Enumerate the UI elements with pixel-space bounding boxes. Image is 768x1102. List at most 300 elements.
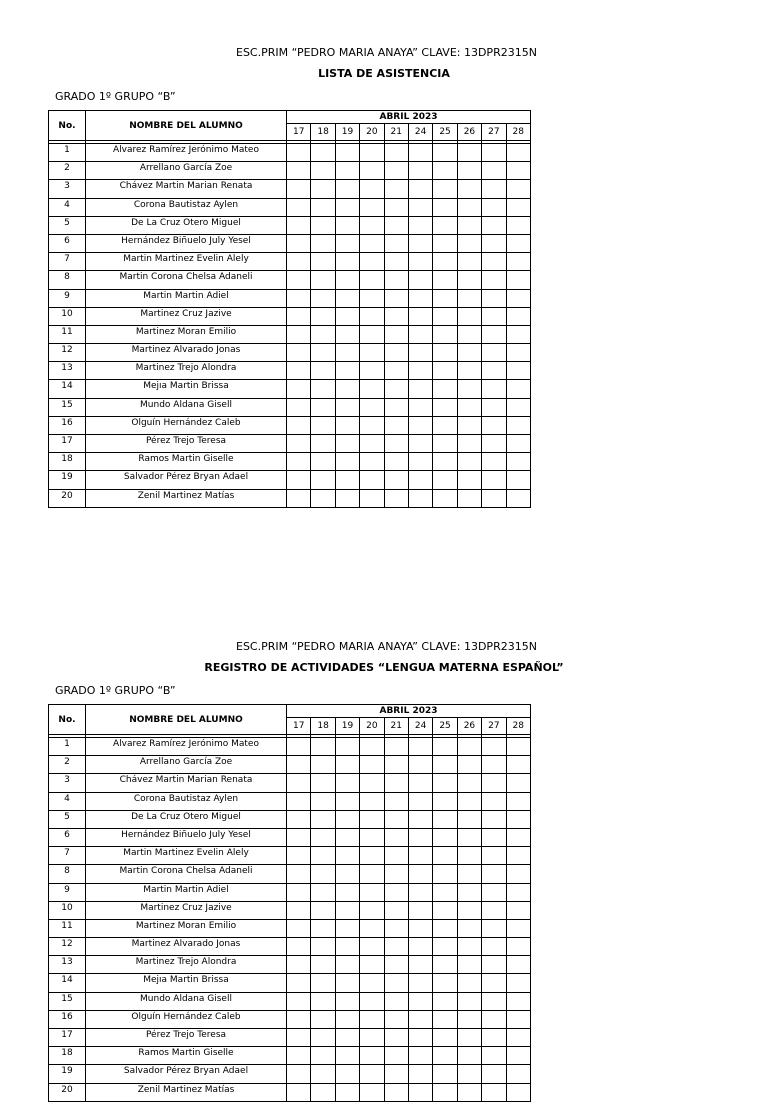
attendance-cell[interactable]: [506, 271, 530, 289]
attendance-cell[interactable]: [482, 1029, 506, 1047]
attendance-cell[interactable]: [287, 1029, 311, 1047]
attendance-cell[interactable]: [408, 289, 432, 307]
attendance-cell[interactable]: [408, 234, 432, 252]
attendance-cell[interactable]: [482, 974, 506, 992]
attendance-cell[interactable]: [384, 471, 408, 489]
attendance-cell[interactable]: [408, 865, 432, 883]
attendance-cell[interactable]: [433, 956, 457, 974]
attendance-cell[interactable]: [360, 234, 384, 252]
attendance-cell[interactable]: [506, 435, 530, 453]
attendance-cell[interactable]: [287, 1083, 311, 1101]
attendance-cell[interactable]: [360, 938, 384, 956]
attendance-cell[interactable]: [482, 162, 506, 180]
attendance-cell[interactable]: [433, 938, 457, 956]
attendance-cell[interactable]: [384, 435, 408, 453]
attendance-cell[interactable]: [506, 198, 530, 216]
attendance-cell[interactable]: [506, 974, 530, 992]
attendance-cell[interactable]: [287, 792, 311, 810]
attendance-cell[interactable]: [360, 180, 384, 198]
attendance-cell[interactable]: [360, 198, 384, 216]
attendance-cell[interactable]: [287, 883, 311, 901]
attendance-cell[interactable]: [335, 847, 359, 865]
attendance-cell[interactable]: [311, 1047, 335, 1065]
attendance-cell[interactable]: [408, 956, 432, 974]
attendance-cell[interactable]: [384, 756, 408, 774]
attendance-cell[interactable]: [506, 144, 530, 162]
attendance-cell[interactable]: [457, 1065, 481, 1083]
attendance-cell[interactable]: [408, 938, 432, 956]
attendance-cell[interactable]: [384, 198, 408, 216]
attendance-cell[interactable]: [408, 453, 432, 471]
attendance-cell[interactable]: [384, 1029, 408, 1047]
attendance-cell[interactable]: [433, 847, 457, 865]
attendance-cell[interactable]: [384, 774, 408, 792]
attendance-cell[interactable]: [287, 992, 311, 1010]
attendance-cell[interactable]: [311, 435, 335, 453]
attendance-cell[interactable]: [360, 756, 384, 774]
attendance-cell[interactable]: [433, 325, 457, 343]
attendance-cell[interactable]: [506, 489, 530, 507]
attendance-cell[interactable]: [360, 416, 384, 434]
attendance-cell[interactable]: [482, 792, 506, 810]
attendance-cell[interactable]: [335, 180, 359, 198]
attendance-cell[interactable]: [384, 828, 408, 846]
attendance-cell[interactable]: [482, 325, 506, 343]
attendance-cell[interactable]: [457, 180, 481, 198]
attendance-cell[interactable]: [408, 1065, 432, 1083]
attendance-cell[interactable]: [384, 1065, 408, 1083]
attendance-cell[interactable]: [287, 828, 311, 846]
attendance-cell[interactable]: [506, 847, 530, 865]
attendance-cell[interactable]: [506, 1047, 530, 1065]
attendance-cell[interactable]: [384, 883, 408, 901]
attendance-cell[interactable]: [506, 938, 530, 956]
attendance-cell[interactable]: [408, 1029, 432, 1047]
attendance-cell[interactable]: [335, 362, 359, 380]
attendance-cell[interactable]: [408, 471, 432, 489]
attendance-cell[interactable]: [311, 901, 335, 919]
attendance-cell[interactable]: [335, 974, 359, 992]
attendance-cell[interactable]: [457, 919, 481, 937]
attendance-cell[interactable]: [360, 307, 384, 325]
attendance-cell[interactable]: [506, 828, 530, 846]
attendance-cell[interactable]: [287, 919, 311, 937]
attendance-cell[interactable]: [311, 180, 335, 198]
attendance-cell[interactable]: [311, 362, 335, 380]
attendance-cell[interactable]: [482, 810, 506, 828]
attendance-cell[interactable]: [457, 756, 481, 774]
attendance-cell[interactable]: [433, 180, 457, 198]
attendance-cell[interactable]: [457, 792, 481, 810]
attendance-cell[interactable]: [287, 398, 311, 416]
attendance-cell[interactable]: [457, 162, 481, 180]
attendance-cell[interactable]: [433, 398, 457, 416]
attendance-cell[interactable]: [287, 1047, 311, 1065]
attendance-cell[interactable]: [408, 738, 432, 756]
attendance-cell[interactable]: [384, 398, 408, 416]
attendance-cell[interactable]: [335, 489, 359, 507]
attendance-cell[interactable]: [287, 938, 311, 956]
attendance-cell[interactable]: [360, 828, 384, 846]
attendance-cell[interactable]: [360, 792, 384, 810]
attendance-cell[interactable]: [311, 865, 335, 883]
attendance-cell[interactable]: [311, 271, 335, 289]
attendance-cell[interactable]: [384, 1047, 408, 1065]
attendance-cell[interactable]: [335, 956, 359, 974]
attendance-cell[interactable]: [287, 756, 311, 774]
attendance-cell[interactable]: [433, 919, 457, 937]
attendance-cell[interactable]: [384, 919, 408, 937]
attendance-cell[interactable]: [384, 216, 408, 234]
attendance-cell[interactable]: [360, 865, 384, 883]
attendance-cell[interactable]: [360, 216, 384, 234]
attendance-cell[interactable]: [335, 380, 359, 398]
attendance-cell[interactable]: [457, 253, 481, 271]
attendance-cell[interactable]: [408, 1010, 432, 1028]
attendance-cell[interactable]: [482, 453, 506, 471]
attendance-cell[interactable]: [482, 756, 506, 774]
attendance-cell[interactable]: [457, 471, 481, 489]
attendance-cell[interactable]: [433, 1047, 457, 1065]
attendance-cell[interactable]: [384, 992, 408, 1010]
attendance-cell[interactable]: [311, 1065, 335, 1083]
attendance-cell[interactable]: [311, 974, 335, 992]
attendance-cell[interactable]: [360, 738, 384, 756]
attendance-cell[interactable]: [287, 344, 311, 362]
attendance-cell[interactable]: [360, 325, 384, 343]
attendance-cell[interactable]: [482, 253, 506, 271]
attendance-cell[interactable]: [287, 289, 311, 307]
attendance-cell[interactable]: [457, 398, 481, 416]
attendance-cell[interactable]: [433, 974, 457, 992]
attendance-cell[interactable]: [433, 1029, 457, 1047]
attendance-cell[interactable]: [384, 489, 408, 507]
attendance-cell[interactable]: [311, 956, 335, 974]
attendance-cell[interactable]: [287, 416, 311, 434]
attendance-cell[interactable]: [408, 271, 432, 289]
attendance-cell[interactable]: [335, 883, 359, 901]
attendance-cell[interactable]: [482, 1010, 506, 1028]
attendance-cell[interactable]: [335, 471, 359, 489]
attendance-cell[interactable]: [360, 144, 384, 162]
attendance-cell[interactable]: [482, 828, 506, 846]
attendance-cell[interactable]: [482, 362, 506, 380]
attendance-cell[interactable]: [506, 380, 530, 398]
attendance-cell[interactable]: [482, 883, 506, 901]
attendance-cell[interactable]: [506, 344, 530, 362]
attendance-cell[interactable]: [311, 847, 335, 865]
attendance-cell[interactable]: [335, 234, 359, 252]
attendance-cell[interactable]: [506, 919, 530, 937]
attendance-cell[interactable]: [384, 1010, 408, 1028]
attendance-cell[interactable]: [360, 453, 384, 471]
attendance-cell[interactable]: [482, 234, 506, 252]
attendance-cell[interactable]: [335, 774, 359, 792]
attendance-cell[interactable]: [506, 416, 530, 434]
attendance-cell[interactable]: [408, 162, 432, 180]
attendance-cell[interactable]: [506, 738, 530, 756]
attendance-cell[interactable]: [287, 489, 311, 507]
attendance-cell[interactable]: [482, 956, 506, 974]
attendance-cell[interactable]: [360, 471, 384, 489]
attendance-cell[interactable]: [360, 380, 384, 398]
attendance-cell[interactable]: [335, 756, 359, 774]
attendance-cell[interactable]: [457, 956, 481, 974]
attendance-cell[interactable]: [335, 162, 359, 180]
attendance-cell[interactable]: [287, 453, 311, 471]
attendance-cell[interactable]: [360, 919, 384, 937]
attendance-cell[interactable]: [384, 865, 408, 883]
attendance-cell[interactable]: [335, 198, 359, 216]
attendance-cell[interactable]: [287, 198, 311, 216]
attendance-cell[interactable]: [482, 307, 506, 325]
attendance-cell[interactable]: [506, 216, 530, 234]
attendance-cell[interactable]: [457, 489, 481, 507]
attendance-cell[interactable]: [408, 344, 432, 362]
attendance-cell[interactable]: [335, 738, 359, 756]
attendance-cell[interactable]: [311, 883, 335, 901]
attendance-cell[interactable]: [433, 253, 457, 271]
attendance-cell[interactable]: [506, 362, 530, 380]
attendance-cell[interactable]: [433, 901, 457, 919]
attendance-cell[interactable]: [335, 325, 359, 343]
attendance-cell[interactable]: [360, 271, 384, 289]
attendance-cell[interactable]: [433, 416, 457, 434]
attendance-cell[interactable]: [408, 307, 432, 325]
attendance-cell[interactable]: [457, 289, 481, 307]
attendance-cell[interactable]: [360, 362, 384, 380]
attendance-cell[interactable]: [311, 144, 335, 162]
attendance-cell[interactable]: [457, 198, 481, 216]
attendance-cell[interactable]: [335, 810, 359, 828]
attendance-cell[interactable]: [287, 738, 311, 756]
attendance-cell[interactable]: [287, 180, 311, 198]
attendance-cell[interactable]: [433, 1010, 457, 1028]
attendance-cell[interactable]: [311, 489, 335, 507]
attendance-cell[interactable]: [384, 162, 408, 180]
attendance-cell[interactable]: [335, 453, 359, 471]
attendance-cell[interactable]: [506, 1083, 530, 1101]
attendance-cell[interactable]: [311, 253, 335, 271]
attendance-cell[interactable]: [408, 380, 432, 398]
attendance-cell[interactable]: [384, 956, 408, 974]
attendance-cell[interactable]: [384, 362, 408, 380]
attendance-cell[interactable]: [433, 198, 457, 216]
attendance-cell[interactable]: [384, 289, 408, 307]
attendance-cell[interactable]: [433, 435, 457, 453]
attendance-cell[interactable]: [408, 362, 432, 380]
attendance-cell[interactable]: [360, 847, 384, 865]
attendance-cell[interactable]: [506, 1010, 530, 1028]
attendance-cell[interactable]: [335, 144, 359, 162]
attendance-cell[interactable]: [311, 216, 335, 234]
attendance-cell[interactable]: [408, 325, 432, 343]
attendance-cell[interactable]: [433, 810, 457, 828]
attendance-cell[interactable]: [335, 792, 359, 810]
attendance-cell[interactable]: [433, 489, 457, 507]
attendance-cell[interactable]: [433, 774, 457, 792]
attendance-cell[interactable]: [457, 974, 481, 992]
attendance-cell[interactable]: [457, 344, 481, 362]
attendance-cell[interactable]: [287, 1010, 311, 1028]
attendance-cell[interactable]: [384, 938, 408, 956]
attendance-cell[interactable]: [360, 883, 384, 901]
attendance-cell[interactable]: [287, 435, 311, 453]
attendance-cell[interactable]: [384, 344, 408, 362]
attendance-cell[interactable]: [506, 865, 530, 883]
attendance-cell[interactable]: [287, 901, 311, 919]
attendance-cell[interactable]: [287, 162, 311, 180]
attendance-cell[interactable]: [408, 416, 432, 434]
attendance-cell[interactable]: [482, 489, 506, 507]
attendance-cell[interactable]: [482, 144, 506, 162]
attendance-cell[interactable]: [311, 198, 335, 216]
attendance-cell[interactable]: [408, 919, 432, 937]
attendance-cell[interactable]: [384, 453, 408, 471]
attendance-cell[interactable]: [506, 234, 530, 252]
attendance-cell[interactable]: [457, 416, 481, 434]
attendance-cell[interactable]: [408, 253, 432, 271]
attendance-cell[interactable]: [457, 901, 481, 919]
attendance-cell[interactable]: [335, 938, 359, 956]
attendance-cell[interactable]: [506, 307, 530, 325]
attendance-cell[interactable]: [311, 289, 335, 307]
attendance-cell[interactable]: [506, 883, 530, 901]
attendance-cell[interactable]: [457, 1029, 481, 1047]
attendance-cell[interactable]: [287, 774, 311, 792]
attendance-cell[interactable]: [384, 307, 408, 325]
attendance-cell[interactable]: [433, 271, 457, 289]
attendance-cell[interactable]: [360, 810, 384, 828]
attendance-cell[interactable]: [457, 435, 481, 453]
attendance-cell[interactable]: [408, 883, 432, 901]
attendance-cell[interactable]: [506, 325, 530, 343]
attendance-cell[interactable]: [335, 253, 359, 271]
attendance-cell[interactable]: [287, 325, 311, 343]
attendance-cell[interactable]: [311, 992, 335, 1010]
attendance-cell[interactable]: [335, 901, 359, 919]
attendance-cell[interactable]: [311, 810, 335, 828]
attendance-cell[interactable]: [287, 471, 311, 489]
attendance-cell[interactable]: [457, 234, 481, 252]
attendance-cell[interactable]: [384, 810, 408, 828]
attendance-cell[interactable]: [360, 398, 384, 416]
attendance-cell[interactable]: [360, 1083, 384, 1101]
attendance-cell[interactable]: [408, 198, 432, 216]
attendance-cell[interactable]: [311, 380, 335, 398]
attendance-cell[interactable]: [482, 398, 506, 416]
attendance-cell[interactable]: [482, 938, 506, 956]
attendance-cell[interactable]: [287, 271, 311, 289]
attendance-cell[interactable]: [408, 774, 432, 792]
attendance-cell[interactable]: [482, 198, 506, 216]
attendance-cell[interactable]: [457, 938, 481, 956]
attendance-cell[interactable]: [457, 992, 481, 1010]
attendance-cell[interactable]: [311, 792, 335, 810]
attendance-cell[interactable]: [408, 398, 432, 416]
attendance-cell[interactable]: [433, 453, 457, 471]
attendance-cell[interactable]: [360, 992, 384, 1010]
attendance-cell[interactable]: [457, 271, 481, 289]
attendance-cell[interactable]: [311, 234, 335, 252]
attendance-cell[interactable]: [287, 810, 311, 828]
attendance-cell[interactable]: [433, 344, 457, 362]
attendance-cell[interactable]: [360, 435, 384, 453]
attendance-cell[interactable]: [482, 344, 506, 362]
attendance-cell[interactable]: [287, 234, 311, 252]
attendance-cell[interactable]: [433, 162, 457, 180]
attendance-cell[interactable]: [482, 289, 506, 307]
attendance-cell[interactable]: [482, 774, 506, 792]
attendance-cell[interactable]: [287, 216, 311, 234]
attendance-cell[interactable]: [482, 919, 506, 937]
attendance-cell[interactable]: [408, 792, 432, 810]
attendance-cell[interactable]: [482, 471, 506, 489]
attendance-cell[interactable]: [384, 1083, 408, 1101]
attendance-cell[interactable]: [408, 435, 432, 453]
attendance-cell[interactable]: [360, 162, 384, 180]
attendance-cell[interactable]: [482, 992, 506, 1010]
attendance-cell[interactable]: [482, 416, 506, 434]
attendance-cell[interactable]: [384, 792, 408, 810]
attendance-cell[interactable]: [335, 992, 359, 1010]
attendance-cell[interactable]: [408, 756, 432, 774]
attendance-cell[interactable]: [408, 489, 432, 507]
attendance-cell[interactable]: [457, 865, 481, 883]
attendance-cell[interactable]: [311, 325, 335, 343]
attendance-cell[interactable]: [287, 307, 311, 325]
attendance-cell[interactable]: [335, 1047, 359, 1065]
attendance-cell[interactable]: [457, 847, 481, 865]
attendance-cell[interactable]: [360, 289, 384, 307]
attendance-cell[interactable]: [384, 738, 408, 756]
attendance-cell[interactable]: [433, 1065, 457, 1083]
attendance-cell[interactable]: [482, 1083, 506, 1101]
attendance-cell[interactable]: [433, 792, 457, 810]
attendance-cell[interactable]: [384, 144, 408, 162]
attendance-cell[interactable]: [408, 1047, 432, 1065]
attendance-cell[interactable]: [311, 1010, 335, 1028]
attendance-cell[interactable]: [433, 144, 457, 162]
attendance-cell[interactable]: [408, 992, 432, 1010]
attendance-cell[interactable]: [433, 756, 457, 774]
attendance-cell[interactable]: [335, 1029, 359, 1047]
attendance-cell[interactable]: [482, 1047, 506, 1065]
attendance-cell[interactable]: [384, 234, 408, 252]
attendance-cell[interactable]: [482, 847, 506, 865]
attendance-cell[interactable]: [506, 756, 530, 774]
attendance-cell[interactable]: [433, 865, 457, 883]
attendance-cell[interactable]: [335, 1010, 359, 1028]
attendance-cell[interactable]: [482, 216, 506, 234]
attendance-cell[interactable]: [408, 810, 432, 828]
attendance-cell[interactable]: [408, 974, 432, 992]
attendance-cell[interactable]: [506, 774, 530, 792]
attendance-cell[interactable]: [360, 956, 384, 974]
attendance-cell[interactable]: [335, 1065, 359, 1083]
attendance-cell[interactable]: [506, 1029, 530, 1047]
attendance-cell[interactable]: [335, 1083, 359, 1101]
attendance-cell[interactable]: [287, 956, 311, 974]
attendance-cell[interactable]: [287, 380, 311, 398]
attendance-cell[interactable]: [433, 307, 457, 325]
attendance-cell[interactable]: [360, 1029, 384, 1047]
attendance-cell[interactable]: [360, 1010, 384, 1028]
attendance-cell[interactable]: [482, 435, 506, 453]
attendance-cell[interactable]: [408, 144, 432, 162]
attendance-cell[interactable]: [457, 1047, 481, 1065]
attendance-cell[interactable]: [384, 974, 408, 992]
